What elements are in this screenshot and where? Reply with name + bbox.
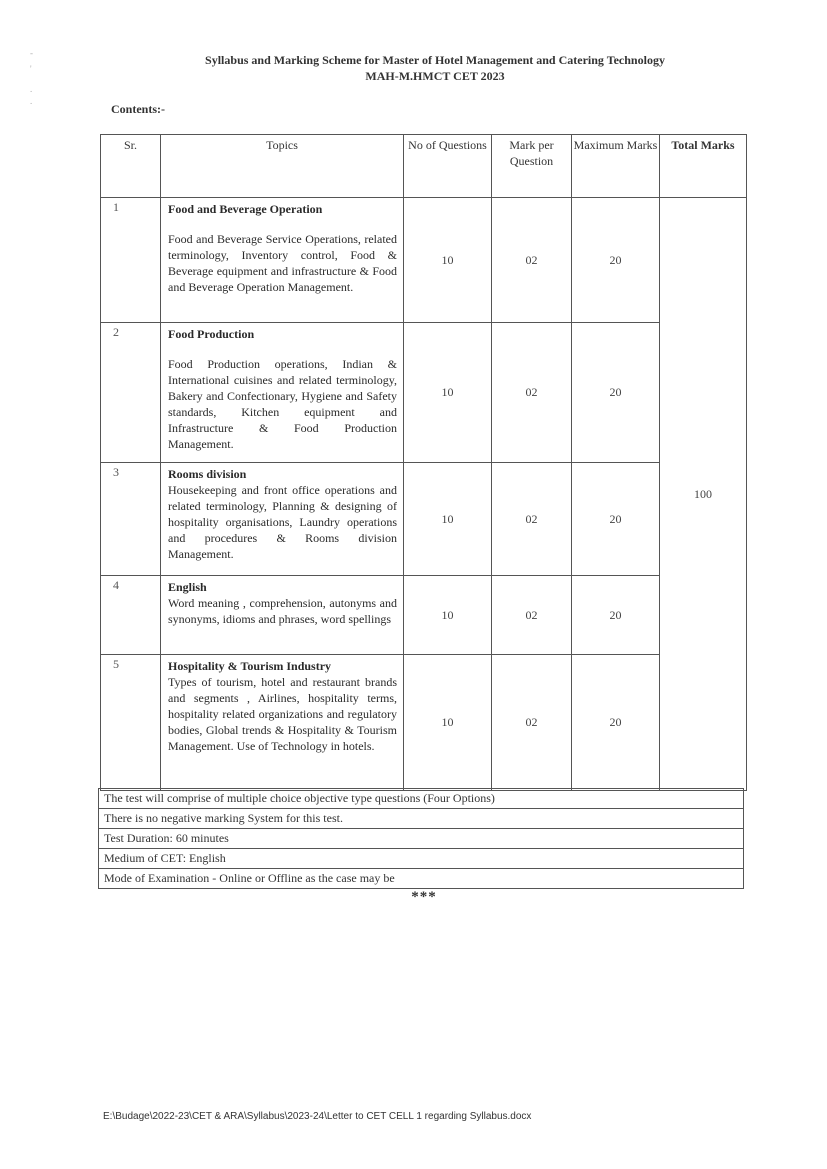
header-topics: Topics [161, 135, 404, 198]
margin-mark: . [30, 84, 33, 94]
table-header-row [101, 135, 747, 198]
header-title: Syllabus and Marking Scheme for Master of Hotel Management and Catering Technology [205, 53, 665, 67]
table-row [101, 655, 747, 791]
row-topic [161, 463, 404, 576]
header-subtitle: MAH-M.HMCT CET 2023 [365, 69, 505, 83]
row-mark: 02 [492, 655, 572, 791]
note-row [99, 869, 744, 889]
topic-description: Food Production operations, Indian & International cuisines and related terminology, Bakery and Confectionary, Hygiene and Safety standards, Kitchen equipment and Infrastructure & Food Production Management. [168, 357, 397, 451]
row-max: 20 [572, 655, 660, 791]
row-topic [161, 323, 404, 463]
table-row [101, 463, 747, 576]
row-topic [161, 655, 404, 791]
row-mark: 02 [492, 463, 572, 576]
row-questions: 10 [404, 655, 492, 791]
topic-description: Word meaning , comprehension, autonyms and synonyms, idioms and phrases, word spellings [168, 596, 397, 626]
table-row [101, 323, 747, 463]
note-text: Medium of CET: English [99, 849, 744, 869]
row-sr: 4 [101, 576, 161, 655]
row-sr: 5 [101, 655, 161, 791]
row-max: 20 [572, 463, 660, 576]
syllabus-table [100, 134, 747, 791]
topic-title: English [168, 580, 207, 594]
row-mark: 02 [492, 576, 572, 655]
topic-title: Hospitality & Tourism Industry [168, 659, 332, 673]
note-row [99, 829, 744, 849]
note-row [99, 789, 744, 809]
footer-file-path: E:\Budage\2022-23\CET & ARA\Syllabus\2023-24\Letter to CET CELL 1 regarding Syllabus.docx [103, 1111, 532, 1122]
topic-description: Types of tourism, hotel and restaurant brands and segments , Airlines, hospitality terms, hospitality related organizations and regulatory bodies, Global trends & Hospitality & Tourism Management. Use of Technology in hotels. [168, 675, 397, 753]
header-sr: Sr. [101, 135, 161, 198]
row-questions: 10 [404, 576, 492, 655]
row-max: 20 [572, 198, 660, 323]
row-sr: 1 [101, 198, 161, 323]
document-header [0, 52, 827, 84]
row-sr: 3 [101, 463, 161, 576]
topic-title: Food Production [168, 327, 255, 341]
header-mark-per-question: Mark per Question [492, 135, 572, 198]
margin-mark: ' [30, 64, 32, 74]
note-text: Mode of Examination - Online or Offline as the case may be [99, 869, 744, 889]
note-text: There is no negative marking System for this test. [99, 809, 744, 829]
end-marker: *** [411, 889, 437, 905]
row-max: 20 [572, 576, 660, 655]
margin-mark: . [30, 96, 33, 106]
row-topic [161, 198, 404, 323]
contents-label: Contents:- [111, 102, 165, 116]
row-questions: 10 [404, 463, 492, 576]
table-row [101, 198, 747, 323]
notes-table [98, 788, 744, 889]
topic-description: Housekeeping and front office operations and related terminology, Planning & designing of hospitality organisations, Laundry operations and procedures & Rooms division Management. [168, 483, 397, 561]
note-row [99, 849, 744, 869]
header-questions: No of Questions [404, 135, 492, 198]
row-topic [161, 576, 404, 655]
row-mark: 02 [492, 198, 572, 323]
total-marks-cell: 100 [660, 198, 747, 791]
margin-mark: - [30, 48, 33, 58]
topic-description: Food and Beverage Service Operations, related terminology, Inventory control, Food & Beverage equipment and infrastructure & Food and Beverage Operation Management. [168, 232, 397, 294]
topic-title: Rooms division [168, 467, 247, 481]
note-text: Test Duration: 60 minutes [99, 829, 744, 849]
row-questions: 10 [404, 198, 492, 323]
row-sr: 2 [101, 323, 161, 463]
table-row [101, 576, 747, 655]
row-mark: 02 [492, 323, 572, 463]
header-total-marks: Total Marks [660, 135, 747, 198]
note-text: The test will comprise of multiple choice objective type questions (Four Options) [99, 789, 744, 809]
header-maximum-marks: Maximum Marks [572, 135, 660, 198]
row-questions: 10 [404, 323, 492, 463]
topic-title: Food and Beverage Operation [168, 202, 323, 216]
note-row [99, 809, 744, 829]
row-max: 20 [572, 323, 660, 463]
